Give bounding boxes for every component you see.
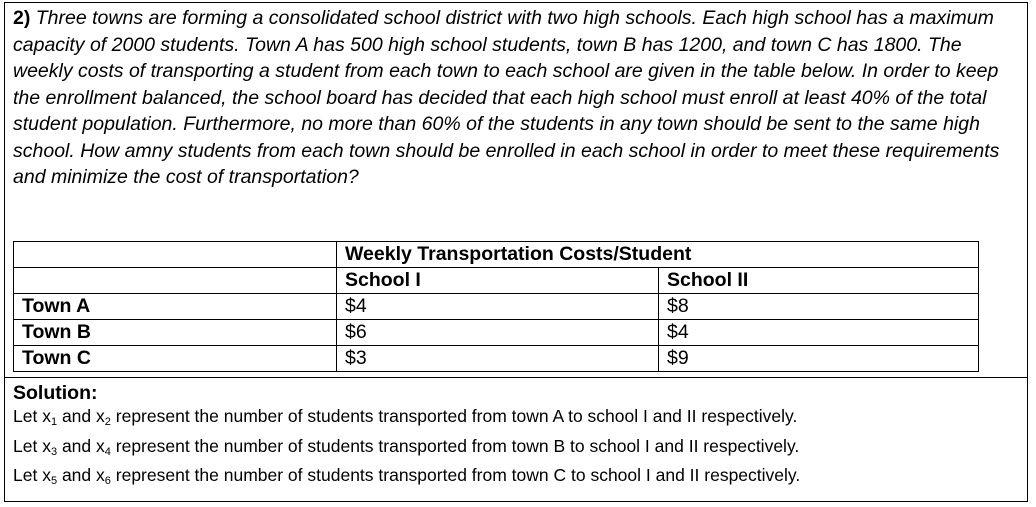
- solution-line: [13, 464, 800, 494]
- subscript: 4: [104, 445, 111, 458]
- line-text: and x: [57, 465, 105, 485]
- table-row: [14, 294, 979, 320]
- cell-school-1: $3: [337, 346, 659, 372]
- table-corner-cell: [14, 242, 337, 268]
- line-text: Let x: [13, 465, 51, 485]
- cell-school-1: $6: [337, 320, 659, 346]
- row-label: Town A: [14, 294, 337, 320]
- solution-title: Solution:: [13, 382, 98, 404]
- line-text: represent the number of students transported from town A to school I and II respectively.: [110, 406, 798, 426]
- subscript: 2: [104, 416, 111, 428]
- line-text: Let x: [13, 406, 51, 426]
- subscript: 5: [50, 475, 58, 487]
- subscript: 3: [50, 445, 58, 458]
- subscript: 1: [50, 416, 58, 428]
- solution-line: [13, 405, 800, 435]
- table-subheader-row: [14, 268, 979, 294]
- table-empty-cell: [14, 268, 337, 294]
- cell-school-2: $8: [659, 294, 979, 320]
- line-text: Let x: [13, 435, 51, 456]
- problem-statement: [13, 5, 1021, 191]
- row-label: Town C: [14, 346, 337, 372]
- table-header-row: [14, 242, 979, 268]
- subscript: 6: [104, 475, 111, 487]
- solution-line: [13, 435, 800, 465]
- col-header-school-1: School I: [337, 268, 659, 294]
- line-text: represent the number of students transported from town C to school I and II respectively.: [110, 465, 801, 485]
- table-row: [14, 346, 979, 372]
- cell-school-1: $4: [337, 294, 659, 320]
- row-label: Town B: [14, 320, 337, 346]
- line-text: and x: [57, 406, 105, 426]
- cell-school-2: $4: [659, 320, 979, 346]
- solution-lines: [13, 405, 800, 494]
- problem-text: Three towns are forming a consolidated school district with two high schools. Each high school has a maximum capacity of 2000 students. Town A has 500 high school students, town B has 1200, and town C has 1800. The weekly costs of transporting a student from each town to each school are given in the table below. In order to keep the enrollment balanced, the school board has decided that each high school must enroll at least 40% of the total student population. Furthermore, no more than 60% of the students in any town should be sent to the same high school. How amny students from each town should be enrolled in each school in order to meet these requirements and minimize the cost of transportation?: [13, 7, 1000, 188]
- col-header-school-2: School II: [659, 268, 979, 294]
- table-header-title: Weekly Transportation Costs/Student: [337, 242, 979, 268]
- table-row: [14, 320, 979, 346]
- cell-school-2: $9: [659, 346, 979, 372]
- line-text: and x: [57, 435, 105, 456]
- line-text: represent the number of students transported from town B to school I and II respectively.: [110, 435, 800, 456]
- problem-number: 2): [13, 7, 31, 29]
- cost-table: [13, 241, 979, 372]
